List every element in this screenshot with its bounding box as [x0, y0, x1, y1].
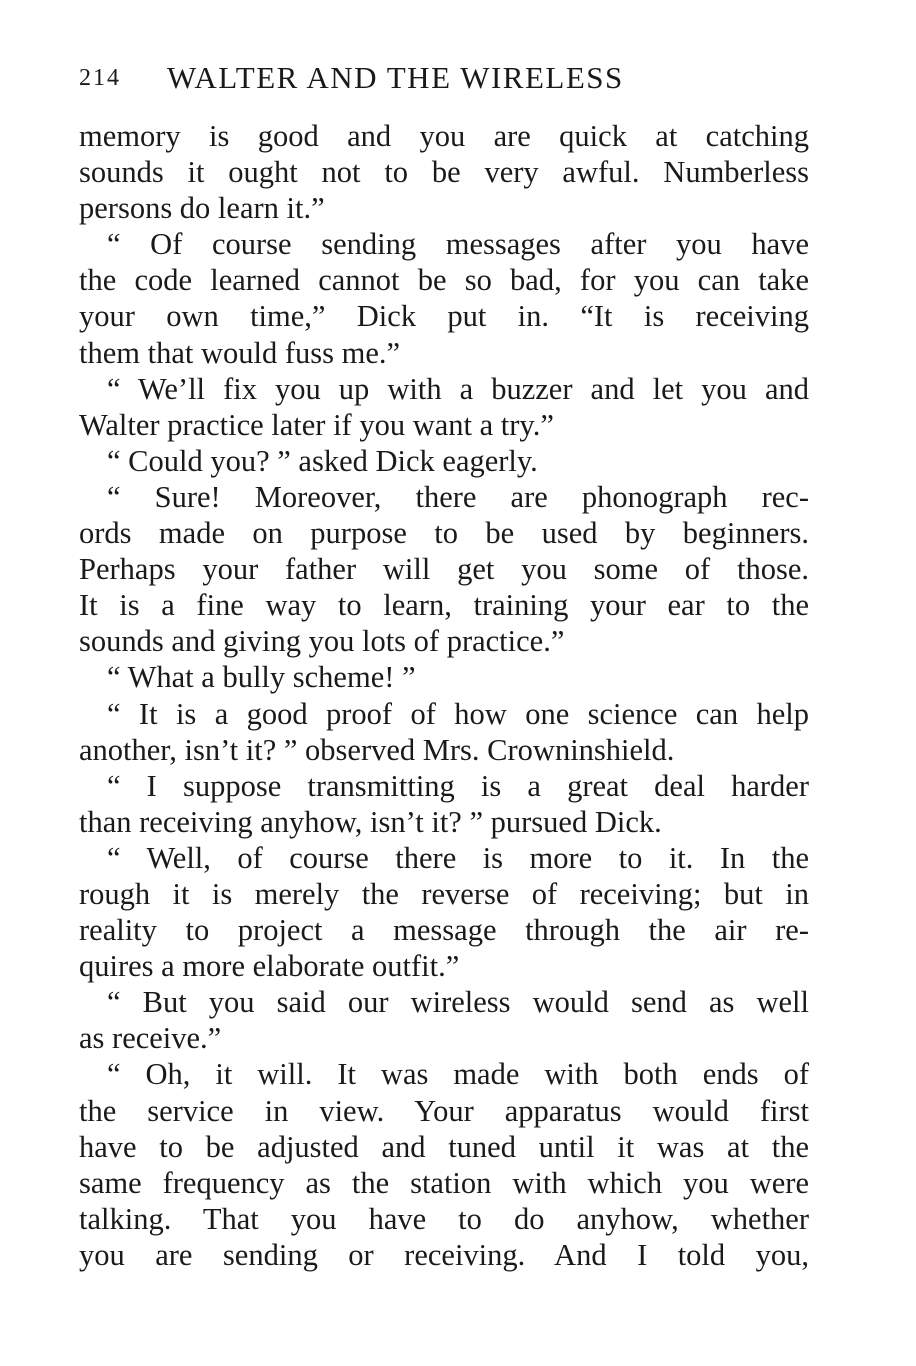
text-line: same frequency as the station with which you were — [79, 1165, 809, 1200]
text-line: “ But you said our wireless would send as well — [107, 985, 809, 1020]
text-line: quires a more elaborate outfit.” — [79, 949, 460, 984]
body-text — [79, 118, 809, 1273]
text-line: talking. That you have to do anyhow, whether — [79, 1201, 809, 1236]
text-line: than receiving anyhow, isn’t it? ” pursued Dick. — [79, 804, 662, 839]
running-head — [79, 54, 809, 102]
text-line: ords made on purpose to be used by beginners. — [79, 516, 809, 551]
text-line: another, isn’t it? ” observed Mrs. Crowninshield. — [79, 732, 675, 767]
text-line: have to be adjusted and tuned until it was at the — [79, 1129, 809, 1164]
text-line: “ Well, of course there is more to it. In the — [107, 840, 809, 875]
book-title: WALTER AND THE WIRELESS — [167, 60, 624, 95]
text-line: reality to project a message through the air re- — [79, 913, 809, 948]
text-line: your own time,” Dick put in. “It is receiving — [79, 299, 809, 334]
page-number: 214 — [79, 64, 121, 91]
text-line: It is a fine way to learn, training your ear to the — [79, 588, 809, 623]
text-line: sounds and giving you lots of practice.” — [79, 624, 565, 659]
text-line: “ Sure! Moreover, there are phonograph rec- — [107, 479, 809, 514]
text-line: you are sending or receiving. And I told you, — [79, 1237, 809, 1272]
book-page — [79, 54, 809, 1273]
text-line: sounds it ought not to be very awful. Numberless — [79, 155, 809, 190]
text-line: “ It is a good proof of how one science can help — [107, 696, 809, 731]
text-line: “ Of course sending messages after you have — [107, 227, 809, 262]
text-line: Perhaps your father will get you some of those. — [79, 552, 809, 587]
text-line: Walter practice later if you want a try.” — [79, 407, 554, 442]
text-line: the service in view. Your apparatus would first — [79, 1093, 809, 1128]
text-line: as receive.” — [79, 1021, 222, 1056]
text-line: the code learned cannot be so bad, for you can take — [79, 263, 809, 298]
text-line: “ Could you? ” asked Dick eagerly. — [107, 443, 538, 478]
text-line: rough it is merely the reverse of receiving; but in — [79, 876, 809, 911]
text-line: “ What a bully scheme! ” — [107, 660, 416, 695]
text-line: “ Oh, it will. It was made with both ends of — [107, 1057, 809, 1092]
text-line: “ I suppose transmitting is a great deal harder — [107, 768, 809, 803]
text-line: persons do learn it.” — [79, 191, 325, 226]
text-line: “ We’ll fix you up with a buzzer and let you and — [107, 371, 809, 406]
text-line: them that would fuss me.” — [79, 335, 401, 370]
text-line: memory is good and you are quick at catching — [79, 119, 809, 153]
